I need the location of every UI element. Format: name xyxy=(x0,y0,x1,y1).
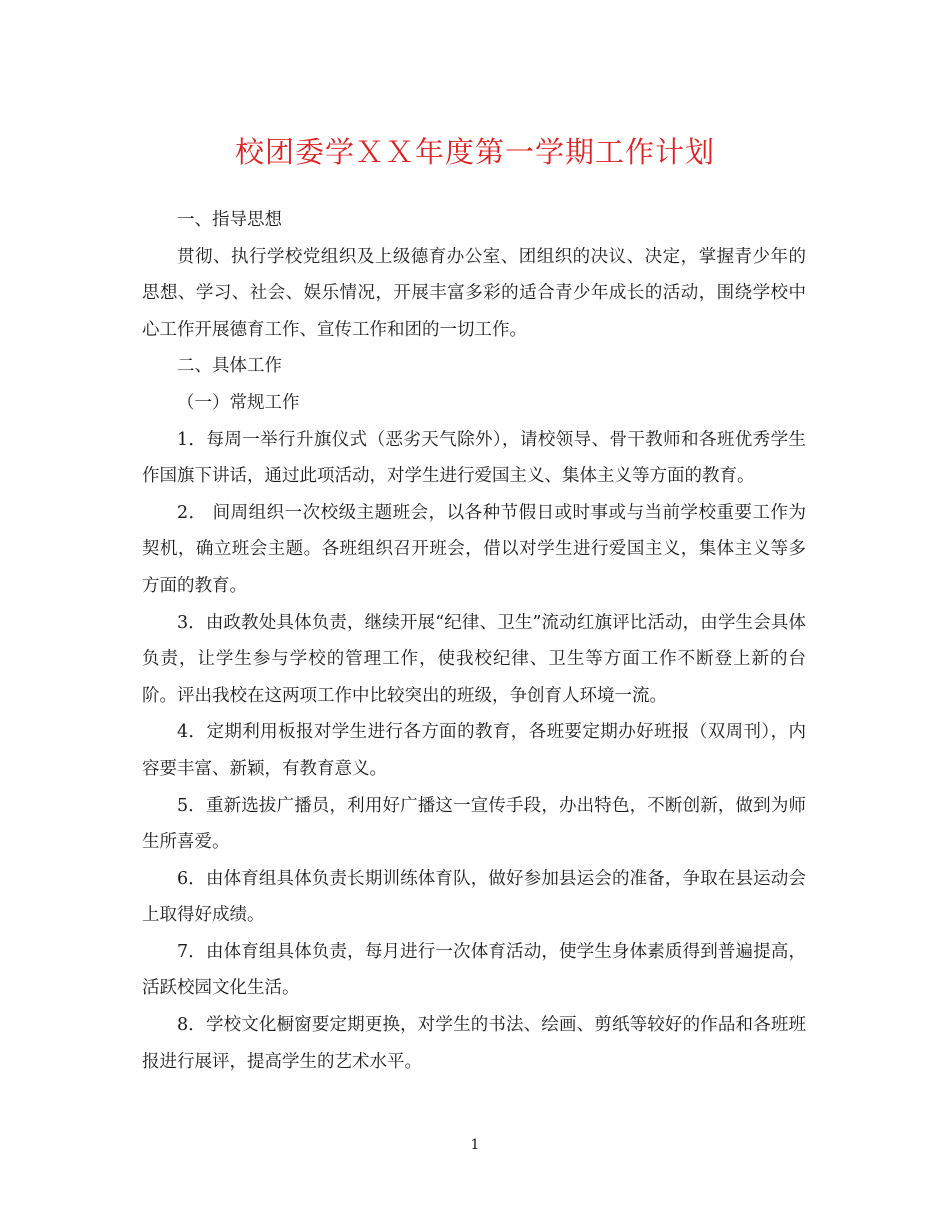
document-title: 校团委学ＸＸ年度第一学期工作计划 xyxy=(234,135,715,169)
list-item-8: 8．学校文化橱窗要定期更换，对学生的书法、绘画、剪纸等较好的作品和各班班报进行展评，提高学生的艺术水平。 xyxy=(142,1015,806,1072)
list-item-2: 2． 间周组织一次校级主题班会，以各种节假日或时事或与当前学校重要工作为契机，确立班会主题。各班组织召开班会，借以对学生进行爱国主义，集体主义等多方面的教育。 xyxy=(142,502,806,596)
document-body xyxy=(142,202,806,1080)
subsection-heading-routine-work: （一）常规工作 xyxy=(177,392,300,413)
list-item-5: 5．重新选拔广播员，利用好广播这一宣传手段，办出特色，不断创新，做到为师生所喜爱。 xyxy=(142,795,806,853)
list-item-1: 1．每周一举行升旗仪式（恶劣天气除外），请校领导、骨干教师和各班优秀学生作国旗下讲话，通过此项活动，对学生进行爱国主义、集体主义等方面的教育。 xyxy=(142,429,806,487)
list-item-3: 3．由政教处具体负责，继续开展“纪律、卫生”流动红旗评比活动，由学生会具体负责，让学生参与学校的管理工作，使我校纪律、卫生等方面工作不断登上新的台阶。评出我校在这两项工作中比较突出的班级，争创育人环境一流。 xyxy=(142,612,806,706)
section-heading-specific-work: 二、具体工作 xyxy=(177,356,282,377)
page-number: 1 xyxy=(470,1137,480,1153)
section-heading-guiding-thought: 一、指导思想 xyxy=(177,210,282,230)
list-item-7: 7．由体育组具体负责，每月进行一次体育活动，使学生身体素质得到普遍提高，活跃校园文化生活。 xyxy=(142,941,806,999)
paragraph: 贯彻、执行学校党组织及上级德育办公室、团组织的决议、决定，掌握青少年的思想、学习、社会、娱乐情况，开展丰富多彩的适合青少年成长的活动，围绕学校中心工作开展德育工作、宣传工作和团的一切工作。 xyxy=(142,246,806,340)
list-item-4: 4．定期利用板报对学生进行各方面的教育，各班要定期办好班报（双周刊），内容要丰富、新颖，有教育意义。 xyxy=(142,722,806,779)
list-item-6: 6．由体育组具体负责长期训练体育队，做好参加县运会的准备，争取在县运动会上取得好成绩。 xyxy=(142,868,806,926)
